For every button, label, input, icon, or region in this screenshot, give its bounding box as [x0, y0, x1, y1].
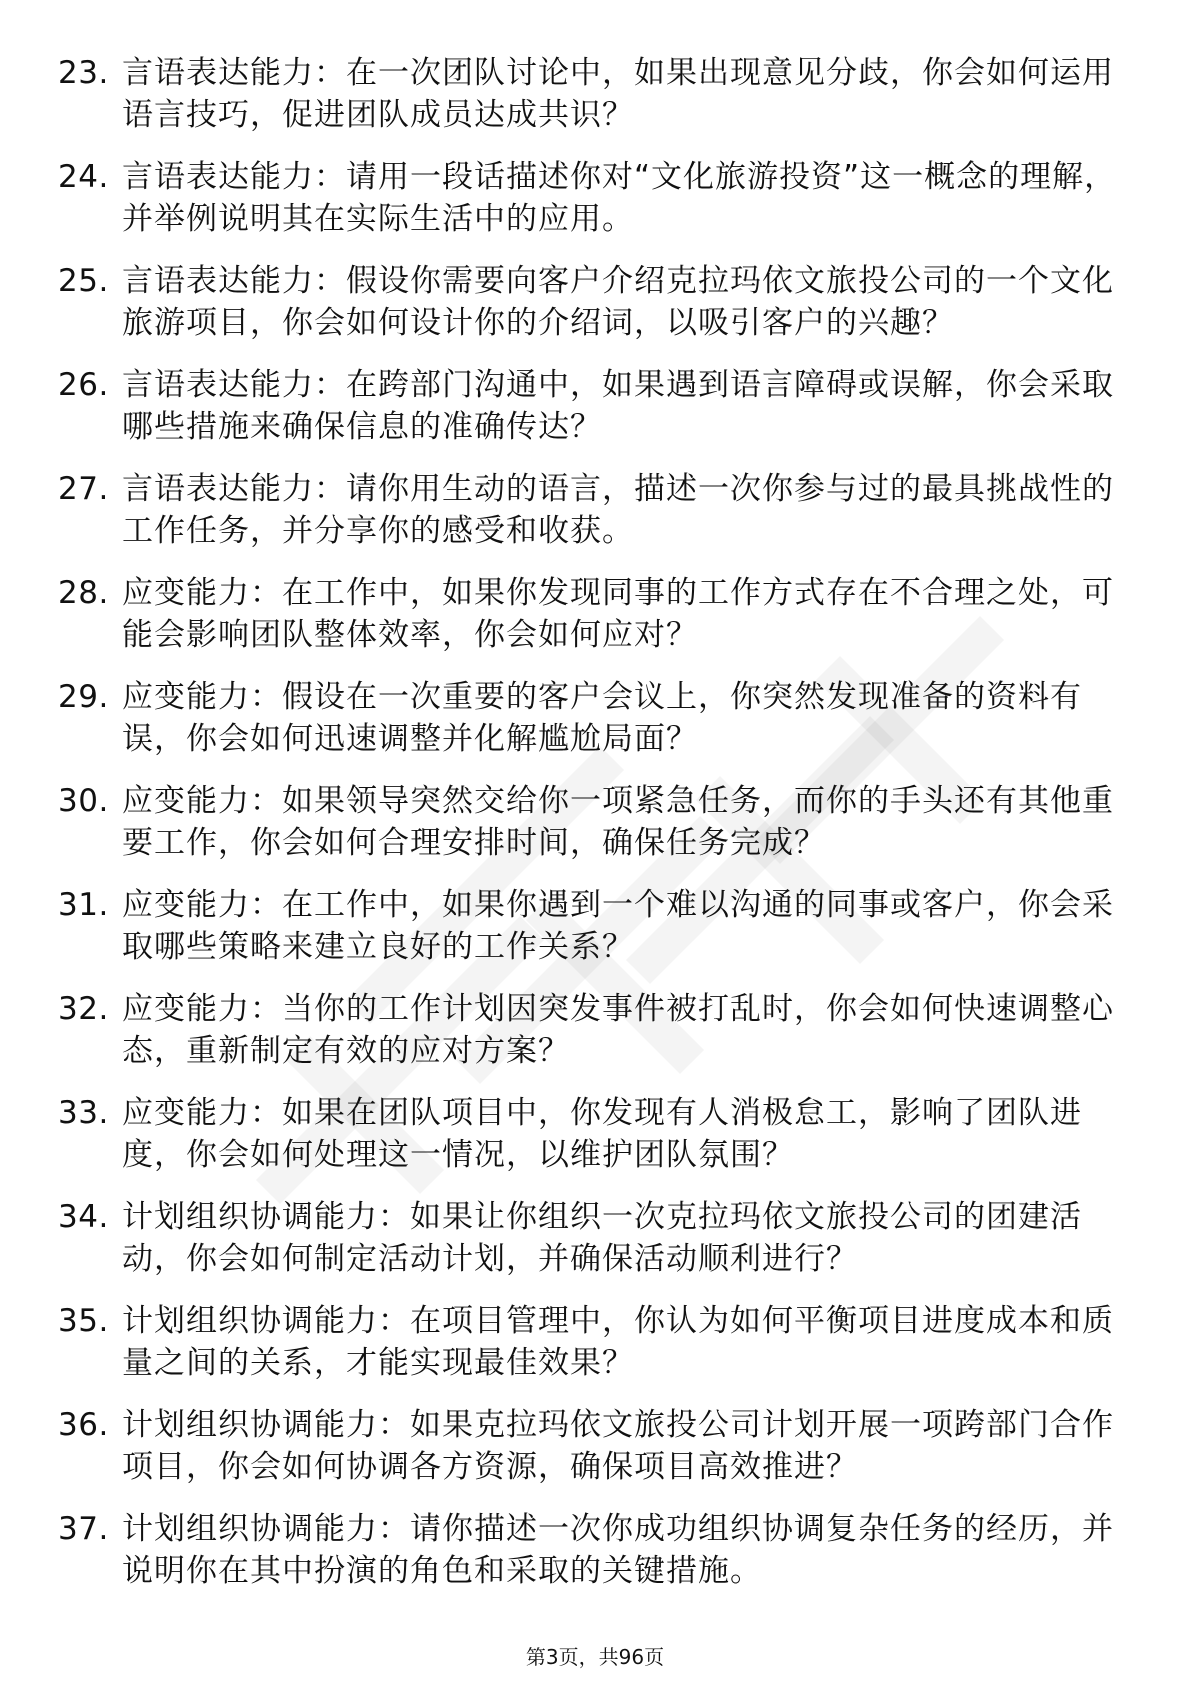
- question-item: [58, 1092, 1120, 1176]
- question-item: [58, 676, 1120, 760]
- question-item: [58, 1404, 1120, 1488]
- question-number: 34.: [58, 1199, 109, 1235]
- question-item: [58, 988, 1120, 1072]
- question-item: [58, 572, 1120, 656]
- question-number: 33.: [58, 1095, 109, 1131]
- question-text: 言语表达能力：在跨部门沟通中，如果遇到语言障碍或误解，你会采取哪些措施来确保信息的准确传达？: [122, 367, 1114, 445]
- question-number: 26.: [58, 367, 109, 403]
- question-text: 言语表达能力：假设你需要向客户介绍克拉玛依文旅投公司的一个文化旅游项目，你会如何设计你的介绍词，以吸引客户的兴趣？: [122, 263, 1114, 341]
- question-text: 应变能力：当你的工作计划因突发事件被打乱时，你会如何快速调整心态，重新制定有效的应对方案？: [122, 991, 1114, 1069]
- question-text: 应变能力：在工作中，如果你发现同事的工作方式存在不合理之处，可能会影响团队整体效率，你会如何应对？: [122, 575, 1114, 653]
- question-text: 应变能力：如果在团队项目中，你发现有人消极怠工，影响了团队进度，你会如何处理这一情况，以维护团队氛围？: [122, 1095, 1082, 1173]
- question-text: 应变能力：如果领导突然交给你一项紧急任务，而你的手头还有其他重要工作，你会如何合理安排时间，确保任务完成？: [122, 783, 1114, 861]
- question-text: 计划组织协调能力：在项目管理中，你认为如何平衡项目进度成本和质量之间的关系，才能实现最佳效果？: [122, 1303, 1114, 1381]
- question-item: [58, 1300, 1120, 1384]
- question-text: 应变能力：假设在一次重要的客户会议上，你突然发现准备的资料有误，你会如何迅速调整并化解尴尬局面？: [122, 679, 1082, 757]
- question-number: 28.: [58, 575, 109, 611]
- question-number: 27.: [58, 471, 109, 507]
- question-item: [58, 1196, 1120, 1280]
- question-number: 24.: [58, 159, 109, 195]
- question-text: 应变能力：在工作中，如果你遇到一个难以沟通的同事或客户，你会采取哪些策略来建立良好的工作关系？: [122, 887, 1114, 965]
- page-number-footer: 第3页，共96页: [525, 1645, 665, 1669]
- question-item: [58, 780, 1120, 864]
- question-number: 31.: [58, 887, 109, 923]
- question-text: 言语表达能力：请你用生动的语言，描述一次你参与过的最具挑战性的工作任务，并分享你的感受和收获。: [122, 471, 1114, 549]
- question-item: [58, 884, 1120, 968]
- question-list: [58, 52, 1120, 1612]
- question-item: [58, 156, 1120, 240]
- question-text: 言语表达能力：请用一段话描述你对“文化旅游投资”这一概念的理解，并举例说明其在实际生活中的应用。: [122, 159, 1117, 237]
- question-text: 计划组织协调能力：如果克拉玛依文旅投公司计划开展一项跨部门合作项目，你会如何协调各方资源，确保项目高效推进？: [122, 1407, 1114, 1485]
- question-text: 计划组织协调能力：请你描述一次你成功组织协调复杂任务的经历，并说明你在其中扮演的角色和采取的关键措施。: [122, 1511, 1114, 1589]
- question-number: 32.: [58, 991, 109, 1027]
- question-item: [58, 468, 1120, 552]
- question-item: [58, 52, 1120, 136]
- question-number: 23.: [58, 55, 109, 91]
- question-text: 言语表达能力：在一次团队讨论中，如果出现意见分歧，你会如何运用语言技巧，促进团队成员达成共识？: [122, 55, 1114, 133]
- question-item: [58, 364, 1120, 448]
- question-number: 36.: [58, 1407, 109, 1443]
- question-number: 30.: [58, 783, 109, 819]
- question-number: 35.: [58, 1303, 109, 1339]
- question-text: 计划组织协调能力：如果让你组织一次克拉玛依文旅投公司的团建活动，你会如何制定活动计划，并确保活动顺利进行？: [122, 1199, 1082, 1277]
- question-number: 29.: [58, 679, 109, 715]
- question-item: [58, 1508, 1120, 1592]
- question-number: 25.: [58, 263, 109, 299]
- question-item: [58, 260, 1120, 344]
- question-number: 37.: [58, 1511, 109, 1547]
